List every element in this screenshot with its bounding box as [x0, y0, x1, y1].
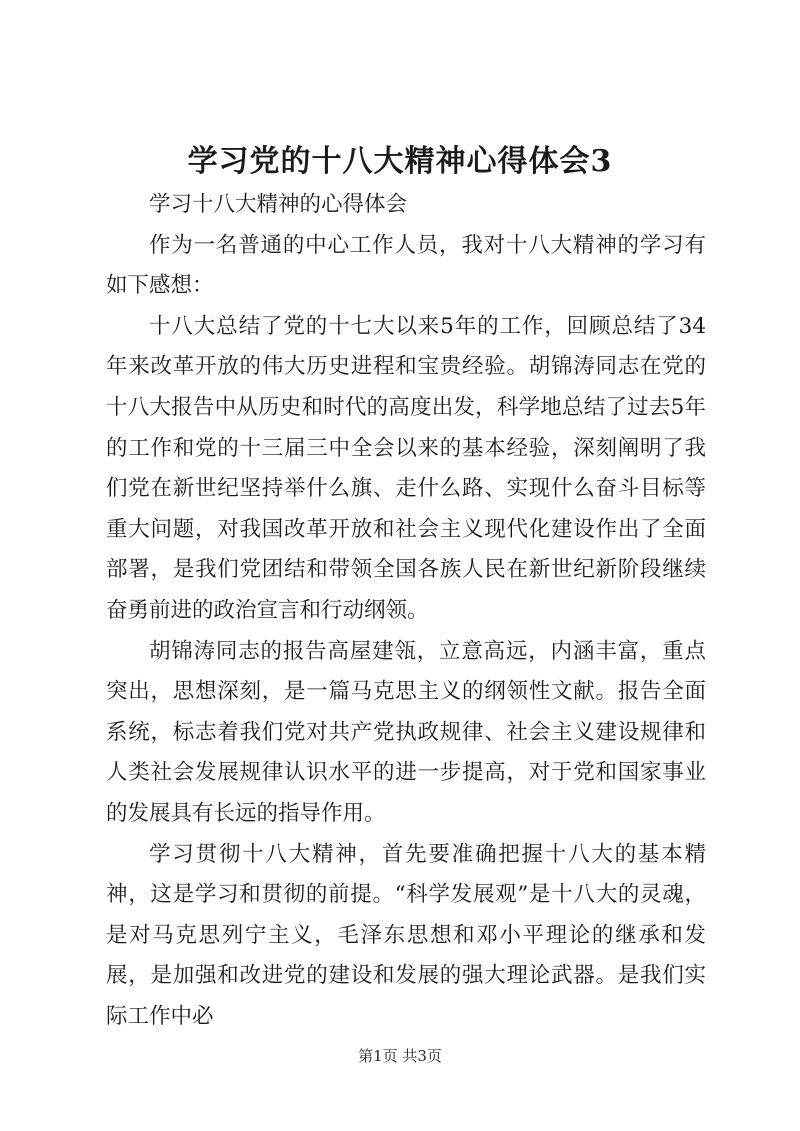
paragraph-intro: 作为一名普通的中心工作人员，我对十八大精神的学习有如下感想： — [106, 232, 706, 299]
paragraph-study: 学习贯彻十八大精神，首先要准确把握十八大的基本精神，这是学习和贯彻的前提。“科学发展观”是十八大的灵魂，是对马克思列宁主义，毛泽东思想和邓小平理论的继承和发展，是加强和改进党的建设和发展的强大理论武器。是我们实际工作中必 — [106, 841, 706, 1029]
document-body — [106, 185, 706, 1037]
page-number-footer: 第1页 共3页 — [358, 1047, 442, 1065]
paragraph-subtitle: 学习十八大精神的心得体会 — [149, 192, 408, 217]
paragraph-report: 胡锦涛同志的报告高屋建瓴，立意高远，内涵丰富，重点突出，思想深刻，是一篇马克思主义的纲领性文献。报告全面系统，标志着我们党对共产党执政规律、社会主义建设规律和人类社会发展规律认识水平的进一步提高，对于党和国家事业的发展具有长远的指导作用。 — [106, 638, 706, 826]
document-title: 学习党的十八大精神心得体会3 — [187, 144, 613, 179]
paragraph-summary: 十八大总结了党的十七大以来5年的工作，回顾总结了34年来改革开放的伟大历史进程和宝贵经验。胡锦涛同志在党的十八大报告中从历史和时代的高度出发，科学地总结了过去5年的工作和党的十三届三中全会以来的基本经验，深刻阐明了我们党在新世纪坚持举什么旗、走什么路、实现什么奋斗目标等重大问题，对我国改革开放和社会主义现代化建设作出了全面部署，是我们党团结和带领全国各族人民在新世纪新阶段继续奋勇前进的政治宣言和行动纲领。 — [106, 313, 706, 623]
